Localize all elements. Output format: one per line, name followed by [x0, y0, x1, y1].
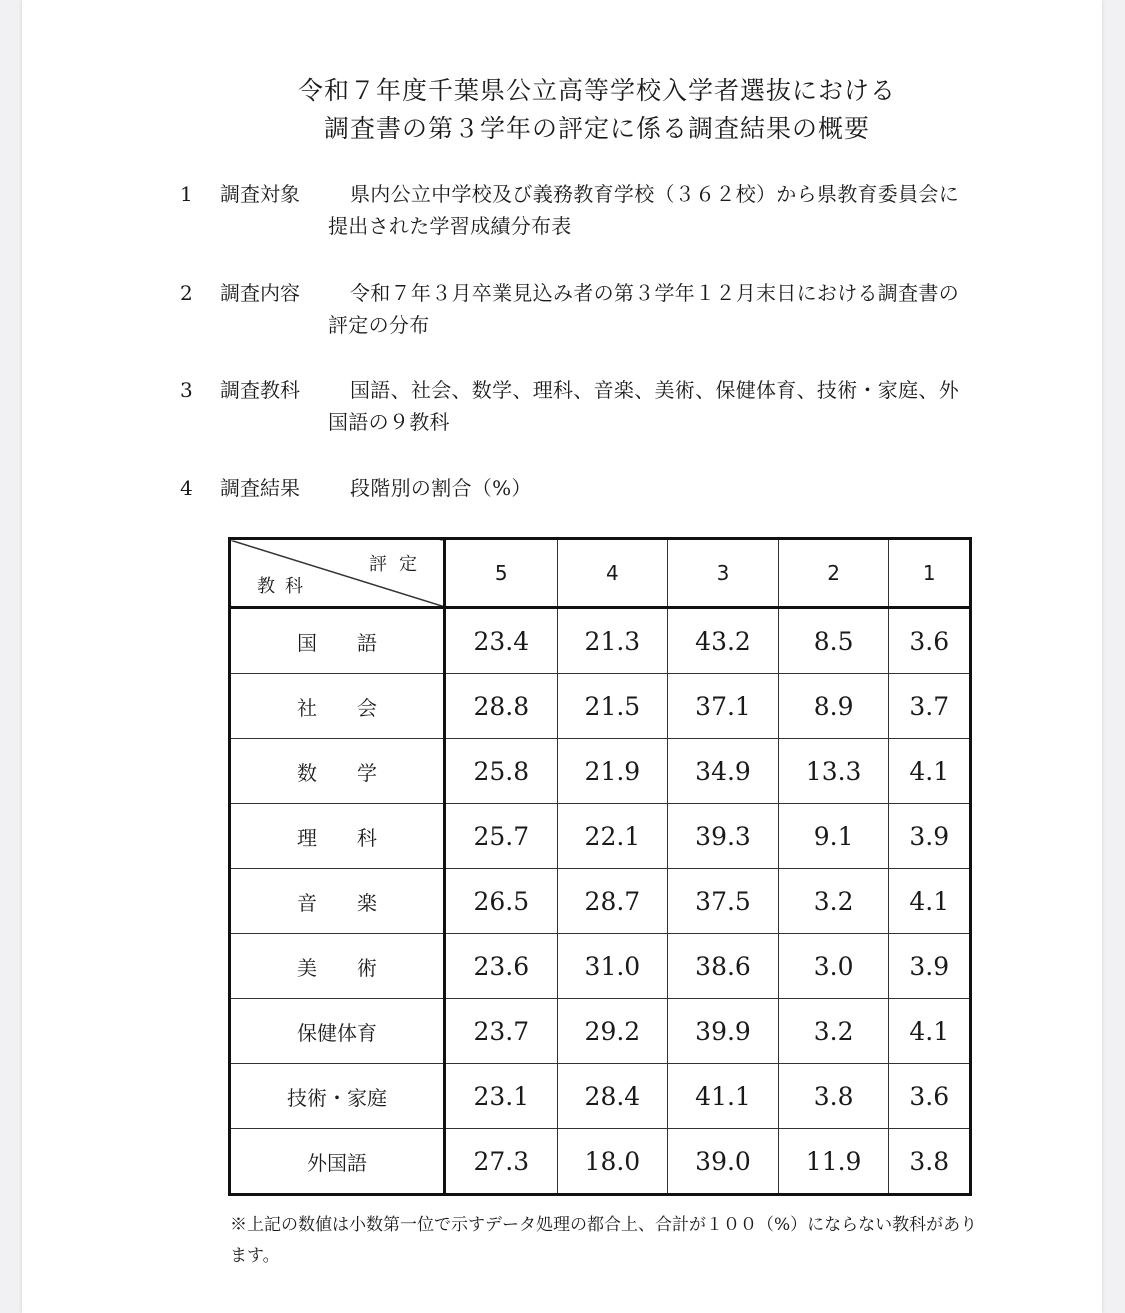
column-header: 1 [889, 539, 971, 608]
table-row [230, 608, 971, 674]
value-cell: 11.9 [778, 1129, 889, 1195]
value-cell: 23.7 [445, 999, 558, 1064]
value-cell: 4.1 [889, 869, 971, 934]
value-cell: 27.3 [445, 1129, 558, 1195]
subject-cell: 国 語 [230, 608, 445, 674]
value-cell: 37.1 [668, 674, 779, 739]
subject-cell: 理 科 [230, 804, 445, 869]
subject-cell: 美 術 [230, 934, 445, 999]
value-cell: 39.3 [668, 804, 779, 869]
value-cell: 25.7 [445, 804, 558, 869]
value-cell: 8.5 [778, 608, 889, 674]
table-row [230, 1129, 971, 1195]
section-heading: 調査結果 [220, 476, 300, 500]
value-cell: 26.5 [445, 869, 558, 934]
subject-cell: 数 学 [230, 739, 445, 804]
subject-cell: 技術・家庭 [230, 1064, 445, 1129]
value-cell: 25.8 [445, 739, 558, 804]
table-row [230, 804, 971, 869]
title-line-1: 令和７年度千葉県公立高等学校入学者選抜における [297, 76, 896, 105]
grade-distribution-table [228, 537, 972, 1196]
value-cell: 8.9 [778, 674, 889, 739]
subject-cell: 社 会 [230, 674, 445, 739]
section-body: 令和７年３月卒業見込み者の第３学年１２月末日における調査書の評定の分布 [328, 281, 959, 337]
value-cell: 9.1 [778, 804, 889, 869]
value-cell: 3.6 [889, 1064, 971, 1129]
value-cell: 3.8 [889, 1129, 971, 1195]
value-cell: 13.3 [778, 739, 889, 804]
section-heading: 調査内容 [220, 281, 300, 305]
value-cell: 23.6 [445, 934, 558, 999]
column-header: 2 [778, 539, 889, 608]
value-cell: 23.4 [445, 608, 558, 674]
value-cell: 3.2 [778, 869, 889, 934]
value-cell: 28.8 [445, 674, 558, 739]
value-cell: 21.3 [557, 608, 668, 674]
value-cell: 29.2 [557, 999, 668, 1064]
value-cell: 3.9 [889, 934, 971, 999]
section-body: 国語、社会、数学、理科、音楽、美術、保健体育、技術・家庭、外国語の９教科 [328, 378, 959, 434]
corner-label-subject: 教科 [257, 576, 313, 597]
value-cell: 3.7 [889, 674, 971, 739]
value-cell: 3.2 [778, 999, 889, 1064]
footnote: ※上記の数値は小数第一位で示すデータ処理の都合上、合計が１００（%）にならない教科があります。 [230, 1215, 978, 1266]
value-cell: 28.7 [557, 869, 668, 934]
subject-cell: 音 楽 [230, 869, 445, 934]
value-cell: 39.9 [668, 999, 779, 1064]
subject-cell: 保健体育 [230, 999, 445, 1064]
value-cell: 21.5 [557, 674, 668, 739]
value-cell: 41.1 [668, 1064, 779, 1129]
value-cell: 34.9 [668, 739, 779, 804]
section-heading: 調査対象 [220, 182, 300, 206]
subject-cell: 外国語 [230, 1129, 445, 1195]
section-heading: 調査教科 [220, 378, 300, 402]
value-cell: 38.6 [668, 934, 779, 999]
section-body: 段階別の割合（%） [350, 476, 532, 500]
title-line-2: 調査書の第３学年の評定に係る調査結果の概要 [323, 114, 870, 143]
section-body: 県内公立中学校及び義務教育学校（３６２校）から県教育委員会に提出された学習成績分布表 [328, 182, 959, 238]
section-number: 3 [180, 378, 193, 402]
value-cell: 22.1 [557, 804, 668, 869]
table-row [230, 674, 971, 739]
table-row [230, 1064, 971, 1129]
table-row [230, 934, 971, 999]
value-cell: 39.0 [668, 1129, 779, 1195]
column-header: 3 [668, 539, 779, 608]
value-cell: 18.0 [557, 1129, 668, 1195]
value-cell: 43.2 [668, 608, 779, 674]
section-number: 1 [180, 182, 193, 206]
table-row [230, 869, 971, 934]
value-cell: 23.1 [445, 1064, 558, 1129]
value-cell: 4.1 [889, 739, 971, 804]
value-cell: 28.4 [557, 1064, 668, 1129]
section-number: 2 [180, 281, 193, 305]
table-header-row [230, 539, 971, 608]
document-page [22, 0, 1102, 1313]
table-corner-cell [230, 539, 445, 608]
section-number: 4 [180, 476, 193, 500]
document-title [22, 72, 1125, 148]
value-cell: 21.9 [557, 739, 668, 804]
value-cell: 3.6 [889, 608, 971, 674]
column-header: 5 [445, 539, 558, 608]
table-row [230, 999, 971, 1064]
value-cell: 3.9 [889, 804, 971, 869]
value-cell: 4.1 [889, 999, 971, 1064]
value-cell: 3.8 [778, 1064, 889, 1129]
corner-label-grade: 評定 [369, 554, 429, 575]
value-cell: 37.5 [668, 869, 779, 934]
value-cell: 3.0 [778, 934, 889, 999]
table-row [230, 739, 971, 804]
column-header: 4 [557, 539, 668, 608]
value-cell: 31.0 [557, 934, 668, 999]
